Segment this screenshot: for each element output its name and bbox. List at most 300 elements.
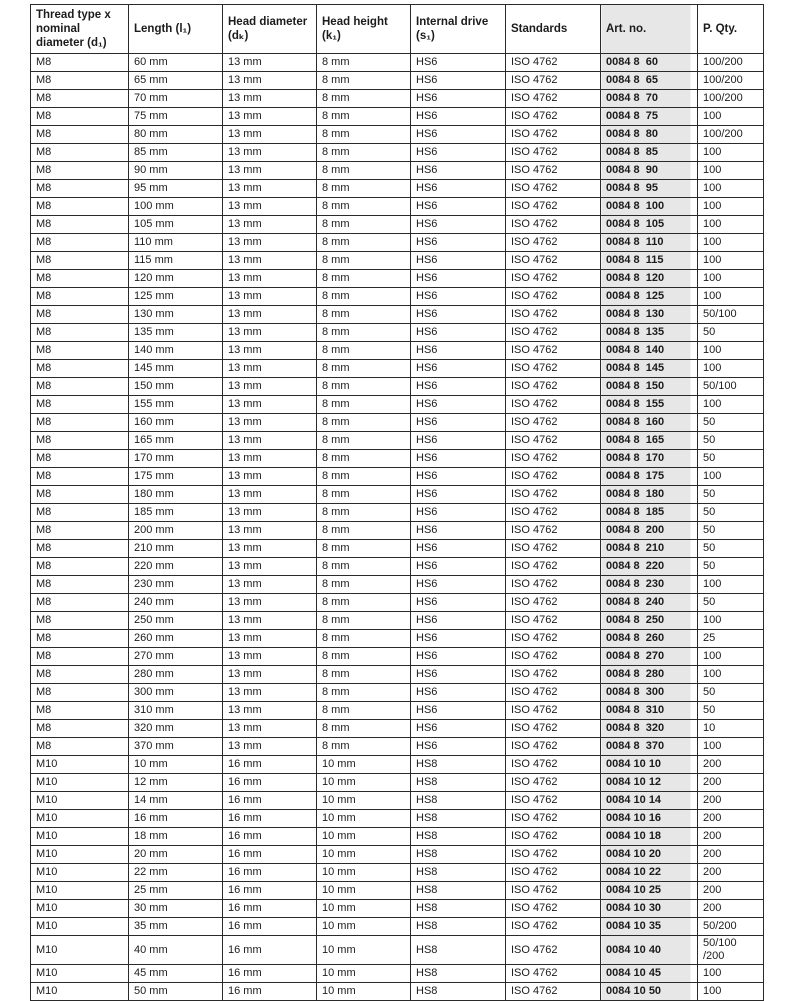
- cell-internal-drive: HS6: [411, 180, 506, 198]
- cell-standards: ISO 4762: [506, 846, 601, 864]
- table-row: [31, 666, 764, 684]
- table-row: [31, 144, 764, 162]
- cell-thread-type: M8: [31, 216, 129, 234]
- table-row: [31, 918, 764, 936]
- cell-p-qty: 50: [698, 684, 764, 702]
- cell-head-height: 10 mm: [317, 864, 411, 882]
- cell-head-height: 8 mm: [317, 378, 411, 396]
- column-header-standards: Standards: [506, 5, 601, 54]
- cell-art-no: 0084 10 18: [601, 828, 698, 846]
- cell-head-diameter: 13 mm: [223, 414, 317, 432]
- cell-head-diameter: 13 mm: [223, 738, 317, 756]
- cell-head-diameter: 13 mm: [223, 684, 317, 702]
- cell-standards: ISO 4762: [506, 738, 601, 756]
- cell-thread-type: M8: [31, 612, 129, 630]
- table-body: [31, 54, 764, 1001]
- column-header-head-diameter: Head diameter (dₖ): [223, 5, 317, 54]
- cell-length: 270 mm: [129, 648, 223, 666]
- cell-length: 240 mm: [129, 594, 223, 612]
- cell-internal-drive: HS6: [411, 252, 506, 270]
- cell-thread-type: M8: [31, 54, 129, 72]
- cell-head-height: 10 mm: [317, 918, 411, 936]
- cell-standards: ISO 4762: [506, 270, 601, 288]
- table-row: [31, 720, 764, 738]
- cell-art-no: 0084 8 155: [601, 396, 698, 414]
- cell-art-no: 0084 10 30: [601, 900, 698, 918]
- table-row: [31, 612, 764, 630]
- cell-art-no: 0084 10 16: [601, 810, 698, 828]
- cell-length: 220 mm: [129, 558, 223, 576]
- cell-head-diameter: 13 mm: [223, 486, 317, 504]
- cell-internal-drive: HS6: [411, 720, 506, 738]
- cell-length: 50 mm: [129, 983, 223, 1001]
- cell-head-diameter: 16 mm: [223, 846, 317, 864]
- table-row: [31, 965, 764, 983]
- cell-standards: ISO 4762: [506, 252, 601, 270]
- cell-standards: ISO 4762: [506, 90, 601, 108]
- cell-internal-drive: HS8: [411, 864, 506, 882]
- table-row: [31, 558, 764, 576]
- table-row: [31, 936, 764, 965]
- cell-standards: ISO 4762: [506, 378, 601, 396]
- cell-art-no: 0084 8 280: [601, 666, 698, 684]
- cell-art-no: 0084 10 14: [601, 792, 698, 810]
- cell-length: 90 mm: [129, 162, 223, 180]
- cell-head-diameter: 13 mm: [223, 594, 317, 612]
- cell-length: 45 mm: [129, 965, 223, 983]
- cell-length: 155 mm: [129, 396, 223, 414]
- cell-internal-drive: HS6: [411, 306, 506, 324]
- cell-internal-drive: HS6: [411, 468, 506, 486]
- cell-thread-type: M8: [31, 180, 129, 198]
- cell-head-height: 8 mm: [317, 576, 411, 594]
- cell-head-height: 8 mm: [317, 306, 411, 324]
- cell-head-diameter: 13 mm: [223, 648, 317, 666]
- cell-head-diameter: 16 mm: [223, 792, 317, 810]
- cell-head-diameter: 13 mm: [223, 234, 317, 252]
- cell-length: 30 mm: [129, 900, 223, 918]
- cell-internal-drive: HS6: [411, 540, 506, 558]
- cell-standards: ISO 4762: [506, 864, 601, 882]
- cell-head-diameter: 13 mm: [223, 378, 317, 396]
- cell-head-height: 10 mm: [317, 756, 411, 774]
- cell-head-diameter: 13 mm: [223, 72, 317, 90]
- cell-thread-type: M8: [31, 72, 129, 90]
- cell-art-no: 0084 8 115: [601, 252, 698, 270]
- cell-internal-drive: HS6: [411, 216, 506, 234]
- cell-p-qty: 200: [698, 810, 764, 828]
- cell-length: 85 mm: [129, 144, 223, 162]
- cell-p-qty: 100: [698, 666, 764, 684]
- cell-p-qty: 200: [698, 846, 764, 864]
- product-spec-table: [30, 4, 764, 1001]
- cell-art-no: 0084 10 22: [601, 864, 698, 882]
- cell-head-diameter: 13 mm: [223, 720, 317, 738]
- cell-standards: ISO 4762: [506, 702, 601, 720]
- cell-thread-type: M10: [31, 882, 129, 900]
- cell-art-no: 0084 8 105: [601, 216, 698, 234]
- cell-internal-drive: HS6: [411, 684, 506, 702]
- cell-length: 125 mm: [129, 288, 223, 306]
- table-row: [31, 414, 764, 432]
- cell-head-diameter: 13 mm: [223, 576, 317, 594]
- cell-p-qty: 200: [698, 882, 764, 900]
- cell-p-qty: 100: [698, 216, 764, 234]
- cell-length: 170 mm: [129, 450, 223, 468]
- cell-head-height: 10 mm: [317, 936, 411, 965]
- cell-art-no: 0084 8 230: [601, 576, 698, 594]
- cell-thread-type: M8: [31, 306, 129, 324]
- cell-internal-drive: HS6: [411, 630, 506, 648]
- cell-p-qty: 100: [698, 360, 764, 378]
- cell-p-qty: 50/100: [698, 378, 764, 396]
- cell-standards: ISO 4762: [506, 936, 601, 965]
- cell-p-qty: 100/200: [698, 72, 764, 90]
- cell-p-qty: 10: [698, 720, 764, 738]
- cell-art-no: 0084 8 210: [601, 540, 698, 558]
- cell-length: 75 mm: [129, 108, 223, 126]
- cell-internal-drive: HS6: [411, 54, 506, 72]
- cell-art-no: 0084 10 40: [601, 936, 698, 965]
- table-row: [31, 846, 764, 864]
- cell-standards: ISO 4762: [506, 198, 601, 216]
- cell-standards: ISO 4762: [506, 558, 601, 576]
- cell-thread-type: M8: [31, 90, 129, 108]
- cell-length: 180 mm: [129, 486, 223, 504]
- cell-p-qty: 100: [698, 468, 764, 486]
- cell-standards: ISO 4762: [506, 360, 601, 378]
- cell-internal-drive: HS6: [411, 90, 506, 108]
- cell-internal-drive: HS6: [411, 738, 506, 756]
- cell-head-diameter: 13 mm: [223, 162, 317, 180]
- cell-standards: ISO 4762: [506, 540, 601, 558]
- cell-internal-drive: HS6: [411, 666, 506, 684]
- cell-head-height: 8 mm: [317, 162, 411, 180]
- cell-p-qty: 100: [698, 648, 764, 666]
- cell-p-qty: 50: [698, 432, 764, 450]
- cell-length: 200 mm: [129, 522, 223, 540]
- table-row: [31, 252, 764, 270]
- table-row: [31, 378, 764, 396]
- table-row: [31, 522, 764, 540]
- cell-thread-type: M8: [31, 288, 129, 306]
- cell-length: 16 mm: [129, 810, 223, 828]
- cell-art-no: 0084 10 50: [601, 983, 698, 1001]
- cell-p-qty: 50: [698, 540, 764, 558]
- table-row: [31, 828, 764, 846]
- cell-head-diameter: 13 mm: [223, 126, 317, 144]
- table-row: [31, 198, 764, 216]
- cell-internal-drive: HS6: [411, 342, 506, 360]
- cell-p-qty: 50: [698, 504, 764, 522]
- cell-head-height: 8 mm: [317, 360, 411, 378]
- cell-head-diameter: 13 mm: [223, 360, 317, 378]
- cell-thread-type: M10: [31, 965, 129, 983]
- cell-head-diameter: 13 mm: [223, 396, 317, 414]
- cell-standards: ISO 4762: [506, 522, 601, 540]
- cell-thread-type: M8: [31, 396, 129, 414]
- cell-standards: ISO 4762: [506, 504, 601, 522]
- cell-head-diameter: 16 mm: [223, 864, 317, 882]
- cell-head-diameter: 13 mm: [223, 468, 317, 486]
- cell-head-diameter: 13 mm: [223, 270, 317, 288]
- cell-length: 25 mm: [129, 882, 223, 900]
- cell-standards: ISO 4762: [506, 684, 601, 702]
- cell-head-height: 10 mm: [317, 983, 411, 1001]
- column-header-thread-type: Thread type x nominal diameter (d₁): [31, 5, 129, 54]
- cell-length: 130 mm: [129, 306, 223, 324]
- cell-internal-drive: HS8: [411, 918, 506, 936]
- cell-art-no: 0084 8 320: [601, 720, 698, 738]
- cell-art-no: 0084 10 12: [601, 774, 698, 792]
- cell-thread-type: M10: [31, 918, 129, 936]
- cell-thread-type: M10: [31, 774, 129, 792]
- cell-standards: ISO 4762: [506, 306, 601, 324]
- cell-head-diameter: 13 mm: [223, 342, 317, 360]
- cell-standards: ISO 4762: [506, 342, 601, 360]
- cell-length: 210 mm: [129, 540, 223, 558]
- cell-thread-type: M8: [31, 144, 129, 162]
- cell-art-no: 0084 8 270: [601, 648, 698, 666]
- table-row: [31, 270, 764, 288]
- cell-head-height: 8 mm: [317, 234, 411, 252]
- cell-p-qty: 100: [698, 612, 764, 630]
- cell-art-no: 0084 8 120: [601, 270, 698, 288]
- table-row: [31, 702, 764, 720]
- cell-length: 145 mm: [129, 360, 223, 378]
- cell-art-no: 0084 10 10: [601, 756, 698, 774]
- table-row: [31, 468, 764, 486]
- cell-length: 250 mm: [129, 612, 223, 630]
- cell-thread-type: M8: [31, 324, 129, 342]
- table-row: [31, 864, 764, 882]
- cell-head-height: 8 mm: [317, 522, 411, 540]
- table-row: [31, 360, 764, 378]
- cell-internal-drive: HS6: [411, 432, 506, 450]
- cell-art-no: 0084 8 310: [601, 702, 698, 720]
- cell-internal-drive: HS6: [411, 486, 506, 504]
- cell-p-qty: 100: [698, 162, 764, 180]
- cell-standards: ISO 4762: [506, 324, 601, 342]
- cell-standards: ISO 4762: [506, 108, 601, 126]
- cell-internal-drive: HS6: [411, 702, 506, 720]
- cell-thread-type: M8: [31, 486, 129, 504]
- header-row: [31, 5, 764, 54]
- cell-length: 22 mm: [129, 864, 223, 882]
- table-row: [31, 432, 764, 450]
- cell-standards: ISO 4762: [506, 756, 601, 774]
- cell-length: 120 mm: [129, 270, 223, 288]
- cell-head-height: 8 mm: [317, 504, 411, 522]
- cell-length: 10 mm: [129, 756, 223, 774]
- cell-p-qty: 200: [698, 774, 764, 792]
- cell-length: 40 mm: [129, 936, 223, 965]
- cell-head-diameter: 13 mm: [223, 630, 317, 648]
- cell-head-diameter: 16 mm: [223, 965, 317, 983]
- cell-thread-type: M8: [31, 162, 129, 180]
- cell-head-diameter: 13 mm: [223, 216, 317, 234]
- cell-standards: ISO 4762: [506, 432, 601, 450]
- table-row: [31, 324, 764, 342]
- cell-head-diameter: 13 mm: [223, 90, 317, 108]
- cell-p-qty: 50: [698, 702, 764, 720]
- cell-head-height: 8 mm: [317, 198, 411, 216]
- cell-p-qty: 50: [698, 450, 764, 468]
- table-row: [31, 72, 764, 90]
- cell-head-height: 8 mm: [317, 432, 411, 450]
- cell-standards: ISO 4762: [506, 810, 601, 828]
- cell-thread-type: M8: [31, 720, 129, 738]
- cell-internal-drive: HS6: [411, 576, 506, 594]
- cell-thread-type: M8: [31, 198, 129, 216]
- cell-head-diameter: 13 mm: [223, 252, 317, 270]
- cell-art-no: 0084 8 175: [601, 468, 698, 486]
- cell-art-no: 0084 8 75: [601, 108, 698, 126]
- cell-thread-type: M8: [31, 252, 129, 270]
- cell-head-diameter: 13 mm: [223, 522, 317, 540]
- cell-art-no: 0084 8 370: [601, 738, 698, 756]
- cell-head-diameter: 16 mm: [223, 936, 317, 965]
- cell-head-height: 8 mm: [317, 54, 411, 72]
- table-row: [31, 576, 764, 594]
- cell-length: 18 mm: [129, 828, 223, 846]
- cell-p-qty: 25: [698, 630, 764, 648]
- cell-head-height: 10 mm: [317, 828, 411, 846]
- cell-internal-drive: HS6: [411, 270, 506, 288]
- cell-thread-type: M10: [31, 828, 129, 846]
- column-header-internal-drive: Internal drive (s₁): [411, 5, 506, 54]
- cell-thread-type: M8: [31, 576, 129, 594]
- cell-standards: ISO 4762: [506, 450, 601, 468]
- cell-internal-drive: HS8: [411, 810, 506, 828]
- cell-head-diameter: 13 mm: [223, 324, 317, 342]
- cell-p-qty: 200: [698, 756, 764, 774]
- cell-head-diameter: 13 mm: [223, 612, 317, 630]
- cell-standards: ISO 4762: [506, 965, 601, 983]
- cell-length: 140 mm: [129, 342, 223, 360]
- table-row: [31, 648, 764, 666]
- cell-head-height: 8 mm: [317, 180, 411, 198]
- cell-head-diameter: 16 mm: [223, 810, 317, 828]
- cell-standards: ISO 4762: [506, 900, 601, 918]
- table-row: [31, 486, 764, 504]
- cell-head-diameter: 13 mm: [223, 702, 317, 720]
- cell-thread-type: M8: [31, 666, 129, 684]
- cell-art-no: 0084 8 250: [601, 612, 698, 630]
- cell-thread-type: M8: [31, 414, 129, 432]
- cell-standards: ISO 4762: [506, 828, 601, 846]
- cell-head-diameter: 16 mm: [223, 900, 317, 918]
- cell-internal-drive: HS6: [411, 414, 506, 432]
- cell-art-no: 0084 8 85: [601, 144, 698, 162]
- cell-head-diameter: 13 mm: [223, 288, 317, 306]
- table-row: [31, 630, 764, 648]
- cell-art-no: 0084 8 145: [601, 360, 698, 378]
- cell-p-qty: 50/200: [698, 918, 764, 936]
- cell-thread-type: M8: [31, 270, 129, 288]
- cell-internal-drive: HS6: [411, 126, 506, 144]
- table-row: [31, 396, 764, 414]
- cell-head-height: 8 mm: [317, 288, 411, 306]
- table-row: [31, 288, 764, 306]
- cell-standards: ISO 4762: [506, 612, 601, 630]
- cell-p-qty: 50: [698, 558, 764, 576]
- cell-length: 95 mm: [129, 180, 223, 198]
- cell-standards: ISO 4762: [506, 162, 601, 180]
- cell-length: 310 mm: [129, 702, 223, 720]
- table-row: [31, 234, 764, 252]
- cell-p-qty: 50: [698, 486, 764, 504]
- cell-art-no: 0084 8 100: [601, 198, 698, 216]
- cell-length: 260 mm: [129, 630, 223, 648]
- cell-standards: ISO 4762: [506, 144, 601, 162]
- cell-head-height: 8 mm: [317, 558, 411, 576]
- cell-p-qty: 100: [698, 252, 764, 270]
- cell-internal-drive: HS8: [411, 900, 506, 918]
- cell-head-height: 10 mm: [317, 792, 411, 810]
- cell-standards: ISO 4762: [506, 126, 601, 144]
- cell-internal-drive: HS6: [411, 378, 506, 396]
- table-row: [31, 450, 764, 468]
- cell-p-qty: 50: [698, 522, 764, 540]
- cell-head-diameter: 16 mm: [223, 882, 317, 900]
- cell-head-diameter: 13 mm: [223, 180, 317, 198]
- cell-thread-type: M8: [31, 702, 129, 720]
- cell-thread-type: M8: [31, 558, 129, 576]
- cell-thread-type: M8: [31, 594, 129, 612]
- cell-head-height: 8 mm: [317, 720, 411, 738]
- cell-head-height: 10 mm: [317, 882, 411, 900]
- cell-head-height: 8 mm: [317, 666, 411, 684]
- cell-p-qty: 100: [698, 234, 764, 252]
- cell-internal-drive: HS6: [411, 522, 506, 540]
- cell-internal-drive: HS6: [411, 450, 506, 468]
- cell-art-no: 0084 10 45: [601, 965, 698, 983]
- cell-length: 35 mm: [129, 918, 223, 936]
- cell-art-no: 0084 8 90: [601, 162, 698, 180]
- cell-p-qty: 200: [698, 792, 764, 810]
- column-header-head-height: Head height (k₁): [317, 5, 411, 54]
- cell-thread-type: M10: [31, 900, 129, 918]
- cell-standards: ISO 4762: [506, 288, 601, 306]
- cell-art-no: 0084 8 170: [601, 450, 698, 468]
- cell-internal-drive: HS8: [411, 828, 506, 846]
- table-row: [31, 738, 764, 756]
- cell-thread-type: M8: [31, 234, 129, 252]
- cell-standards: ISO 4762: [506, 774, 601, 792]
- table-row: [31, 810, 764, 828]
- cell-head-height: 8 mm: [317, 342, 411, 360]
- cell-head-diameter: 13 mm: [223, 666, 317, 684]
- cell-standards: ISO 4762: [506, 396, 601, 414]
- cell-head-diameter: 16 mm: [223, 983, 317, 1001]
- table-row: [31, 792, 764, 810]
- column-header-length: Length (l₁): [129, 5, 223, 54]
- cell-art-no: 0084 10 25: [601, 882, 698, 900]
- cell-length: 160 mm: [129, 414, 223, 432]
- table-row: [31, 126, 764, 144]
- cell-thread-type: M8: [31, 432, 129, 450]
- cell-thread-type: M8: [31, 504, 129, 522]
- cell-head-height: 8 mm: [317, 648, 411, 666]
- cell-head-height: 8 mm: [317, 702, 411, 720]
- cell-length: 135 mm: [129, 324, 223, 342]
- cell-thread-type: M10: [31, 936, 129, 965]
- cell-standards: ISO 4762: [506, 414, 601, 432]
- cell-thread-type: M8: [31, 540, 129, 558]
- cell-p-qty: 100: [698, 270, 764, 288]
- cell-internal-drive: HS8: [411, 965, 506, 983]
